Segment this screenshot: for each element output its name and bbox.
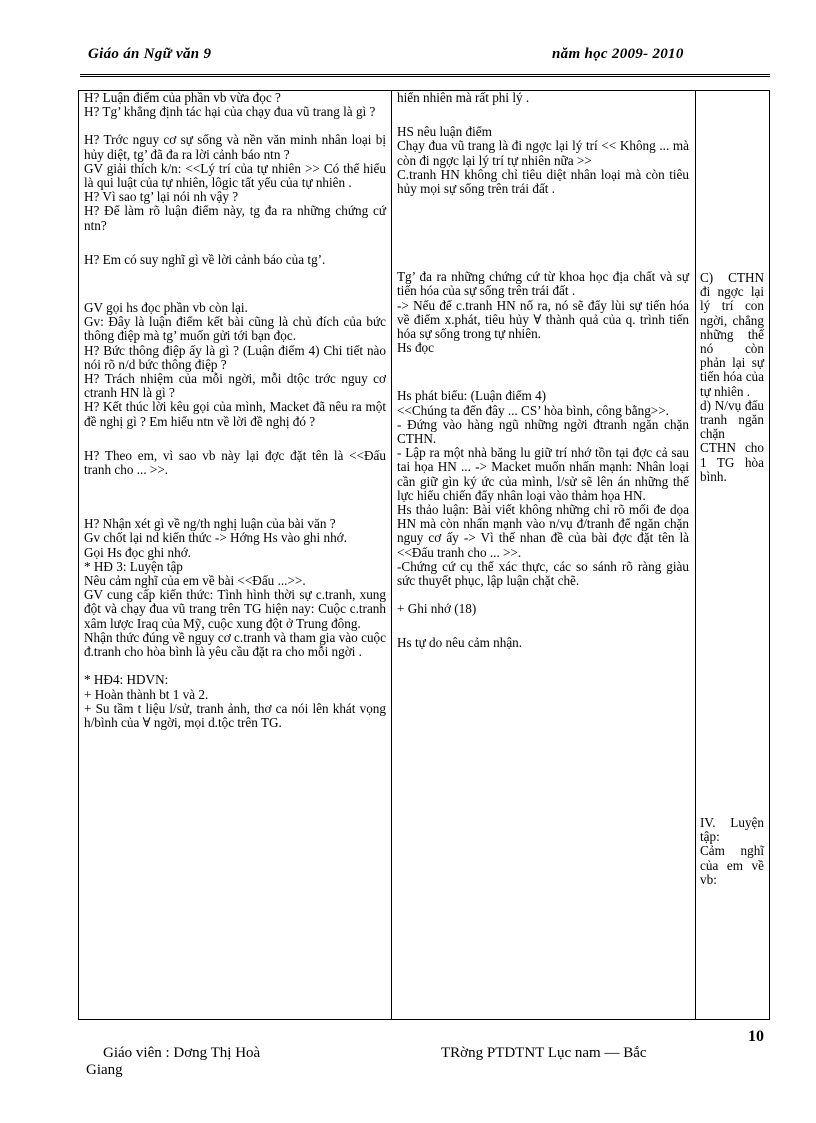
question: H? Kết thúc lời kêu gọi của mình, Macket đã nêu ra một đề nghị gì ? Em hiểu ntn về lời đề nghị đó ? [84,399,386,429]
teacher-note: Nêu cảm nghĩ của em về bài <<Đấu ...>>. [84,573,306,589]
student-response: HS nêu luận điểm [397,124,492,140]
content-notes-column [700,91,764,887]
teacher-activity-column [84,91,386,730]
teacher-note: Gv chốt lại nd kiến thức -> Hớng Hs vào ghi nhớ. [84,530,347,546]
question: H? Tg’ khẳng định tác hại của chạy đua vũ trang là gì ? [84,104,376,120]
header-divider [80,74,770,77]
teacher-note: GV cung cấp kiến thức: Tình hình thời sự c.tranh, xung đột và chạy đua vũ trang trên TG hiện nay: Cuộc c.tranh xâm lược Iraq của Mỹ, cuộc xung đột ở Trung đông. [84,587,386,631]
column-divider [695,91,696,1019]
activity-heading: * HĐ4: HDVN: [84,672,169,688]
student-response: Chạy đua vũ trang là đi ngợc lại lý trí << Không ... mà còn đi ngợc lại lý trí tự nhiên nữa >> [397,138,689,168]
activity-heading: * HĐ 3: Luyện tập [84,558,183,574]
question: H? Trớc nguy cơ sự sống và nền văn minh nhân loại bị hủy diệt, tg’ đã đa ra lời cảnh báo ntn ? [84,132,386,162]
content-note: IV. Luyện tập: [700,815,764,845]
lesson-table [78,90,770,1020]
student-response: -Chứng cứ cụ thể xác thực, các so sánh rõ ràng giàu sức thuyết phục, lập luận chặt chẽ. [397,558,689,589]
student-response: - Đứng vào hàng ngũ những ngời đtranh ngăn chặn CTHN. [397,416,689,447]
teacher-note: Gv: Đây là luận điểm kết bài cũng là chủ đích của bức thông điệp mà tg’ muốn gửi tới bạn đọc. [84,314,386,344]
student-response: Tg’ đa ra những chứng cứ từ khoa học địa chất và sự tiến hóa của sự sống trên trái đất . [397,269,689,299]
question: H? Bức thông điệp ấy là gì ? (Luận điểm 4) Chi tiết nào nói rõ n/d bức thông điệp ? [84,342,386,372]
question: H? Vì sao tg’ lại nói nh vậy ? [84,189,239,205]
content-note: Cảm nghĩ của em về vb: [700,843,764,887]
student-response: C.tranh HN không chỉ tiêu diệt nhân loại mà còn tiêu hủy mọi sự sống trên trái đất . [397,166,689,197]
student-response: Hs đọc [397,340,434,356]
student-response: + Ghi nhớ (18) [397,601,477,617]
student-response: -> Nếu để c.tranh HN nổ ra, nó sẽ đẩy lùi sự tiến hóa về điểm x.phát, tiêu hủy ∀ thành quả của q. trình tiến hóa sự sống trong tự nhiên. [397,297,689,342]
footer-school-continued: Giang [86,1062,123,1078]
content-note: d) N/vụ đấu tranh ngăn chặn CTHN cho 1 TG hòa bình. [700,397,764,484]
column-divider [391,91,392,1019]
footer-teacher: Giáo viên : Dơng Thị Hoà [103,1045,261,1061]
student-response: Hs phát biểu: (Luận điểm 4) [397,388,547,404]
header-subject: Giáo án Ngữ văn 9 [88,46,212,62]
content-note: C) CTHN đi ngợc lại lý trí con ngời, chẳng những thế nó còn phản lại sự tiến hóa của tự nhiên . [700,270,764,399]
question: H? Em có suy nghĩ gì về lời cảnh báo của tg’. [84,251,326,267]
question: H? Theo em, vì sao vb này lại đợc đặt tên là <<Đấu tranh cho ... >>. [84,447,386,478]
student-response: <<Chúng ta đến đây ... CS’ hòa bình, công bằng>>. [397,402,669,418]
student-response: hiển nhiên mà rất phi lý . [397,90,530,105]
question: H? Trách nhiệm của mỗi ngời, mỗi dtộc trớc nguy cơ ctranh HN là gì ? [84,371,386,401]
student-response: Hs thảo luận: Bài viết không những chỉ rõ mối đe dọa HN mà còn nhấn mạnh vào n/vụ đ/tranh để ngăn chặn nguy cơ ấy -> Vì thế nhan đề của bài đợc đặt tên là <<Đấu tranh cho ... >>. [397,502,689,560]
page-number: 10 [748,1028,764,1045]
student-response: Hs tự do nêu cảm nhận. [397,635,523,651]
teacher-note: GV gọi hs đọc phần vb còn lại. [84,300,248,316]
student-response: - Lập ra một nhà băng lu giữ trí nhớ tồn tại đợc cả sau tai họa HN ... -> Macket muốn nhấn mạnh: Nhân loại cần giữ gìn ký ức của mình, l/sử sẽ lên án những thế lực hiếu chiến đẩy nhân loại vào thảm họa HN. [397,445,689,503]
footer-school: TRờng PTDTNT Lục nam — Bắc [441,1045,647,1061]
teacher-note: Nhận thức đúng về nguy cơ c.tranh và tham gia vào cuộc đ.tranh cho hòa bình là yêu cầu đặt ra cho mỗi ngời . [84,629,386,660]
question: H? Luận điểm của phần vb vừa đọc ? [84,90,281,105]
header-school-year: năm học 2009- 2010 [552,46,684,62]
teacher-note: GV giải thích k/n: <<Lý trí của tự nhiên >> Có thể hiểu là qui luật của tự nhiên, lôgic tất yếu của tự nhiên . [84,160,386,191]
homework-item: + Hoàn thành bt 1 và 2. [84,686,209,702]
question: H? Để làm rõ luận điểm này, tg đa ra những chứng cứ ntn? [84,203,386,233]
homework-item: + Su tầm t liệu l/sử, tranh ảnh, thơ ca nói lên khát vọng h/bình của ∀ ngời, mọi d.tộc trên TG. [84,700,386,730]
student-activity-column [397,91,689,651]
question: H? Nhận xét gì về ng/th nghị luận của bài văn ? [84,516,336,532]
teacher-note: Gọi Hs đọc ghi nhớ. [84,544,191,560]
